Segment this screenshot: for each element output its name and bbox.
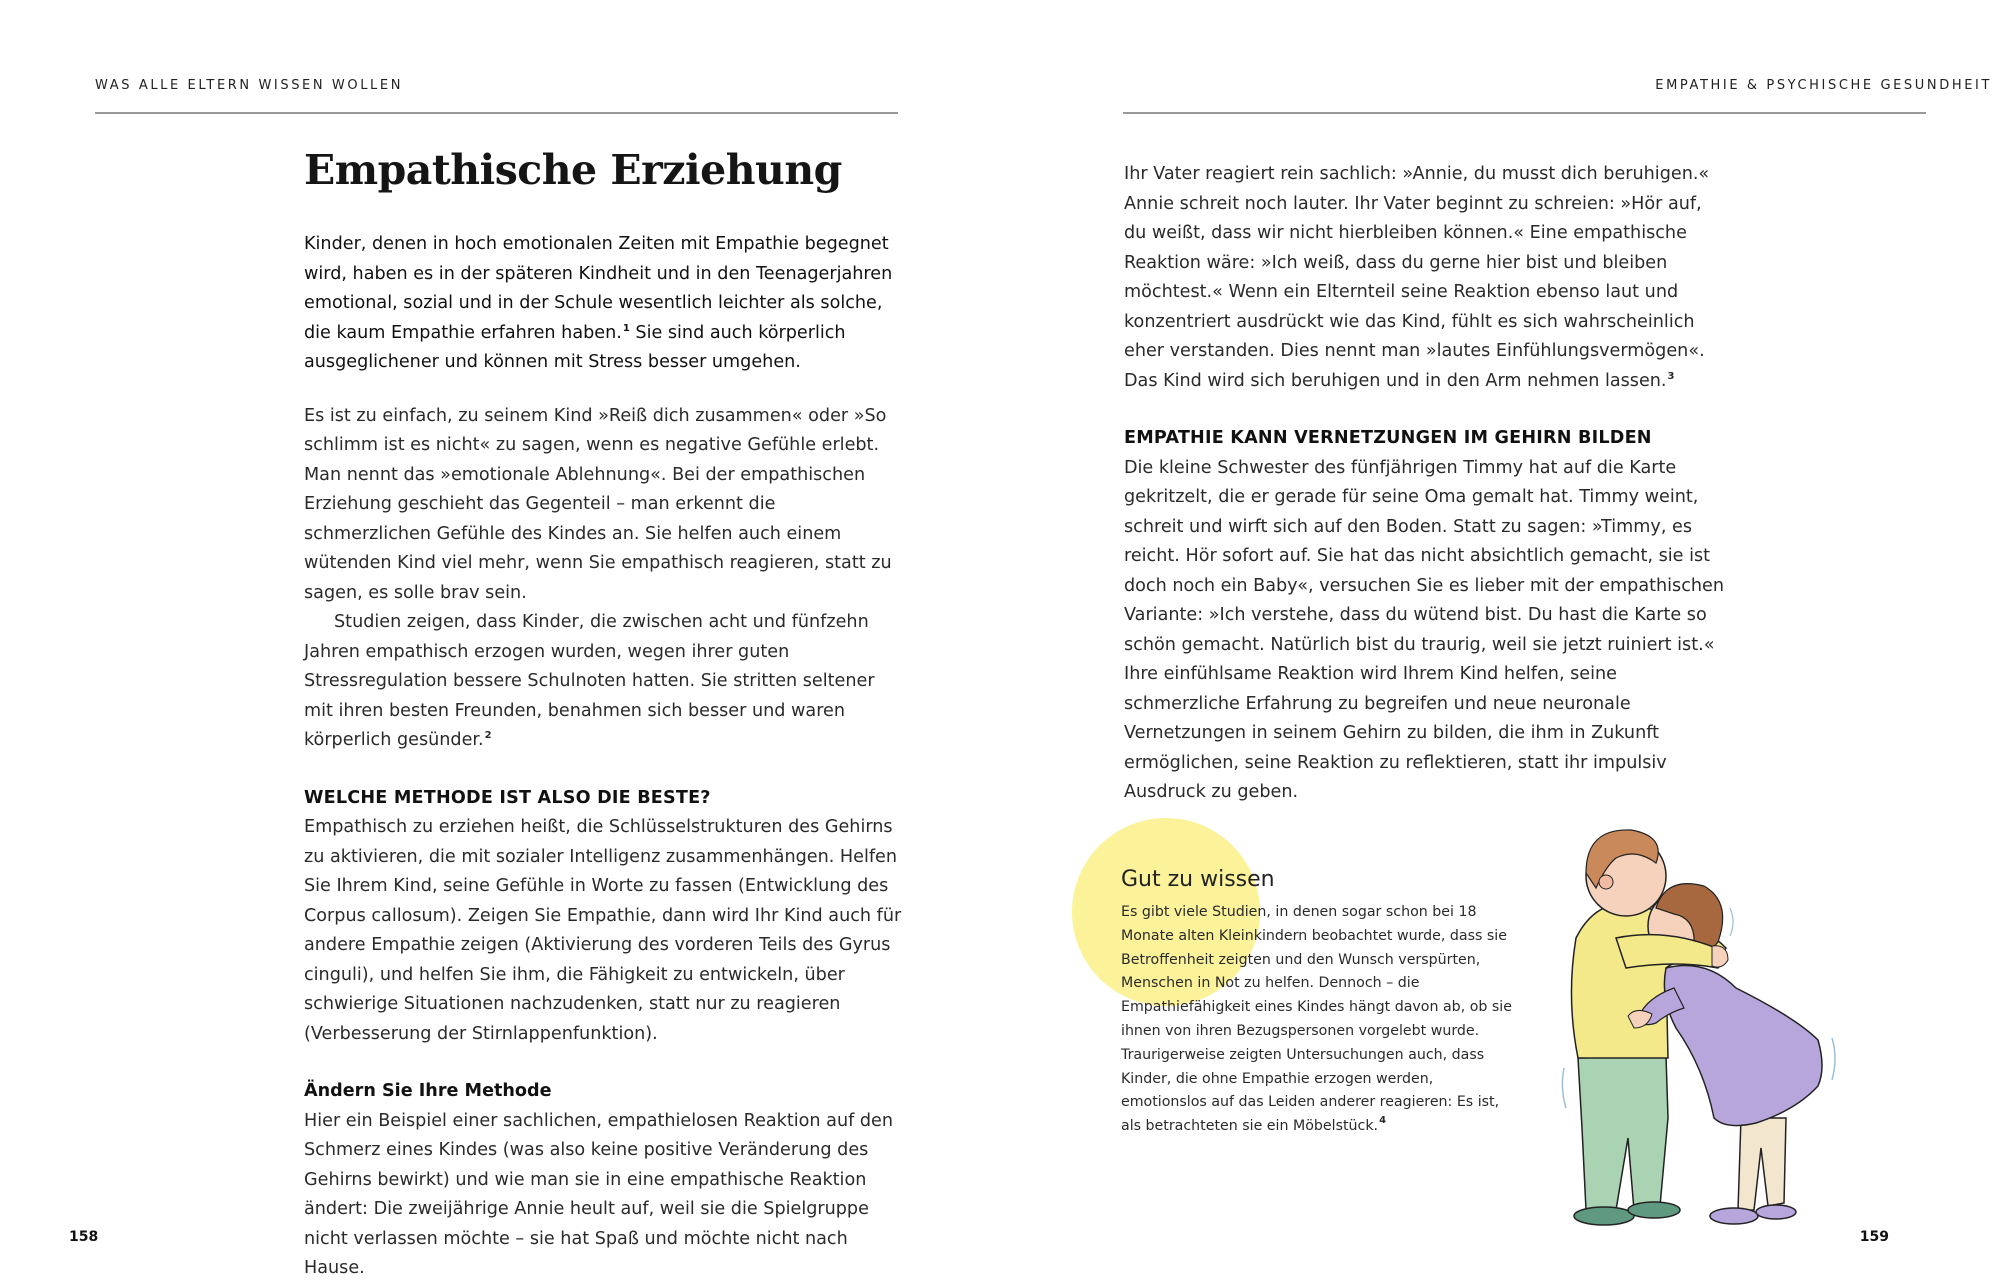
right-column — [1124, 160, 1724, 808]
section-heading-best-method: WELCHE METHODE IST ALSO DIE BESTE? — [304, 787, 711, 808]
info-box-good-to-know — [1121, 865, 1521, 1139]
illustration-children-hugging — [1556, 818, 1856, 1238]
subheading-change-method: Ändern Sie Ihre Methode — [304, 1081, 552, 1101]
page-title: Empathische Erziehung — [304, 146, 842, 194]
footnote-ref-2[interactable]: 2 — [484, 730, 492, 741]
section-text-best-method: Empathisch zu erziehen heißt, die Schlüsselstrukturen des Gehirns zu aktivieren, die mit sozialer Intelligenz zusammenhängen. Helfen Sie Ihrem Kind, seine Gefühle in Worte zu fassen (Entwicklung des Corpus callosum). Zeigen Sie Empathie, dann wird Ihr Kind auch für andere Empathie zeigen (Aktivierung des vorderen Teils des Gyrus cinguli), und helfen Sie ihm, die Fähigkeit zu entwickeln, über schwierige Situationen nachzudenken, statt nur zu reagieren (Verbesserung der Stirnlappenfunktion). — [304, 817, 902, 1044]
footnote-ref-1[interactable]: 1 — [622, 322, 630, 334]
right-page — [1003, 0, 2006, 1280]
body-paragraph-1: Es ist zu einfach, zu seinem Kind »Reiß dich zusammen« oder »So schlimm ist es nicht« zu sagen, wenn es negative Gefühle erlebt. Man nennt das »emotionale Ablehnung«. Bei der empathischen Erziehung geschieht das Gegenteil – man erkennt die schmerzlichen Gefühle des Kindes an. Sie helfen auch einem wütenden Kind viel mehr, wenn Sie empathisch reagieren, statt zu sagen, es solle brav sein. — [304, 405, 892, 603]
info-box-title: Gut zu wissen — [1121, 867, 1275, 892]
body-paragraph-2-text: Studien zeigen, dass Kinder, die zwischen acht und fünfzehn Jahren empathisch erzogen wurden, wegen ihrer guten Stressregulation bessere Schulnoten hatten. Sie stritten seltener mit ihren besten Freunden, benahmen sich besser und waren körperlich gesünder. — [304, 612, 875, 750]
children-hugging-icon — [1556, 818, 1856, 1238]
info-box-body — [1121, 901, 1521, 1139]
left-page — [0, 0, 1003, 1280]
body-paragraph-annie — [1124, 160, 1724, 396]
page-number-right: 159 — [1859, 1229, 1889, 1245]
lead-paragraph — [304, 230, 904, 378]
info-box-text: Es gibt viele Studien, in denen sogar schon bei 18 Monate alten Kleinkindern beobachtet wurde, dass sie Betroffenheit zeigten und den Wunsch verspürten, Menschen in Not zu helfen. Dennoch – die Empathiefähigkeit eines Kindes hängt davon ab, ob sie ihnen von ihren Bezugspersonen vorgelebt wurde. Traurigerweise zeigten Untersuchungen auch, dass Kinder, die ohne Empathie erzogen werden, emotionslos auf das Leiden anderer reagieren: Es ist, als betrachteten sie ein Möbelstück. — [1121, 904, 1512, 1135]
lead-text-after: Sie sind auch körperlich ausgeglichener und können mit Stress besser umgehen. — [304, 322, 846, 372]
section-text-change-method: Hier ein Beispiel einer sachlichen, empathielosen Reaktion auf den Schmerz eines Kindes (was also keine positive Veränderung des Gehirns bewirkt) und wie man sie in eine empathische Reaktion ändert: Die zweijährige Annie heult auf, weil sie die Spielgruppe nicht verlassen möchte – sie hat Spaß und möchte nicht nach Hause. — [304, 1110, 894, 1278]
header-rule-right — [1123, 112, 1926, 114]
left-column — [304, 142, 904, 1284]
footnote-ref-4[interactable]: 4 — [1379, 1115, 1387, 1127]
body-paragraph-annie-text: Ihr Vater reagiert rein sachlich: »Annie, du musst dich beruhigen.« Annie schreit noch lauter. Ihr Vater beginnt zu schreien: »Hör auf, du weißt, dass wir nicht hierbleiben können.« Eine empathische Reaktion wäre: »Ich weiß, dass du gerne hier bist und bleiben möchtest.« Wenn ein Elternteil seine Reaktion ebenso laut und konzentriert ausdrückt wie das Kind, fühlt es sich wahrscheinlich eher verstanden. Dies nennt man »lautes Einfühlungsvermögen«. Das Kind wird sich beruhigen und in den Arm nehmen lassen. — [1124, 164, 1710, 391]
running-head-right: EMPATHIE & PSYCHISCHE GESUNDHEIT — [1655, 78, 1992, 93]
section-heading-brain-connections: EMPATHIE KANN VERNETZUNGEN IM GEHIRN BILDEN — [1124, 428, 1652, 448]
section-text-brain-connections: Die kleine Schwester des fünfjährigen Timmy hat auf die Karte gekritzelt, die er gerade für seine Oma gemalt hat. Timmy weint, schreit und wirft sich auf den Boden. Statt zu sagen: »Timmy, es reicht. Hör sofort auf. Sie hat das nicht absichtlich gemacht, sie ist doch noch ein Baby«, versuchen Sie es lieber mit der empathischen Variante: »Ich verstehe, dass du wütend bist. Du hast die Karte so schön gemacht. Natürlich bist du traurig, weil sie jetzt ruiniert ist.« Ihre einfühlsame Reaktion wird Ihrem Kind helfen, seine schmerzliche Erfahrung zu begreifen und neue neuronale Vernetzungen in seinem Gehirn zu bilden, die ihm in Zukunft ermöglichen, seine Reaktion zu reflektieren, statt ihr impulsiv Ausdruck zu geben. — [1124, 457, 1725, 802]
running-head-left: WAS ALLE ELTERN WISSEN WOLLEN — [95, 78, 404, 93]
header-rule-left — [95, 112, 898, 114]
body-paragraph-2 — [304, 608, 904, 756]
footnote-ref-3[interactable]: 3 — [1667, 370, 1675, 382]
lead-text: Kinder, denen in hoch emotionalen Zeiten mit Empathie begegnet wird, haben es in der späteren Kindheit und in den Teenagerjahren emotional, sozial und in der Schule wesentlich leichter als solche, die kaum Empathie erfahren haben. — [304, 234, 893, 343]
page-number-left: 158 — [69, 1229, 99, 1245]
